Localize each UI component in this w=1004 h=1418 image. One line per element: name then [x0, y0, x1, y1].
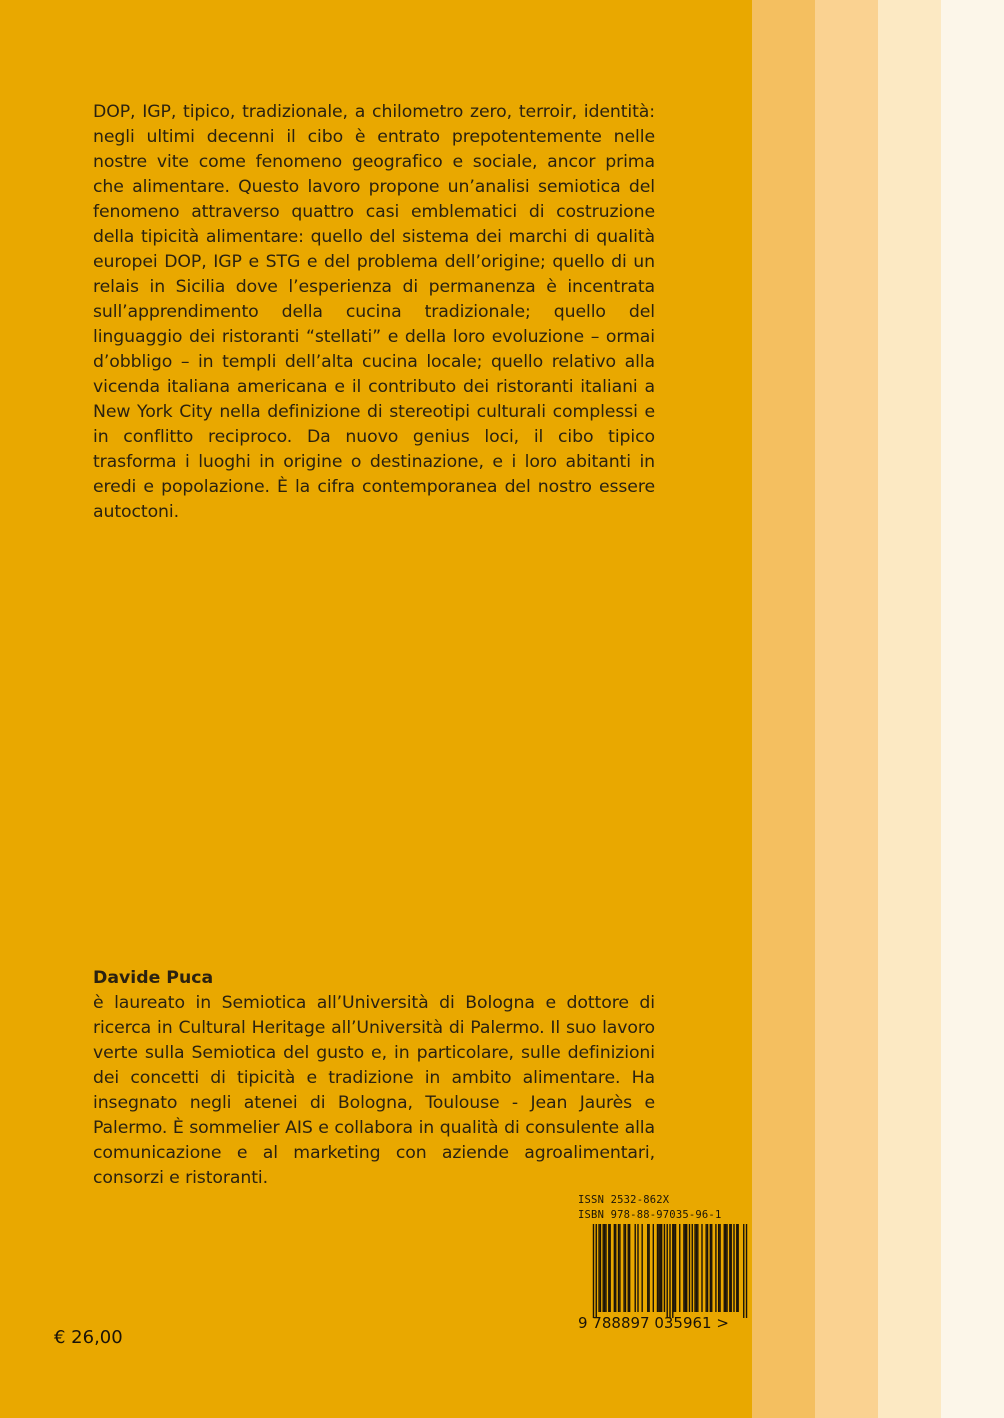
price-label: € 26,00	[54, 1327, 123, 1348]
barcode-bar	[593, 1224, 594, 1318]
barcode-bar	[604, 1224, 605, 1312]
barcode-bar	[729, 1224, 730, 1312]
barcode-bar	[641, 1224, 642, 1312]
barcode-bar	[605, 1224, 606, 1312]
barcode-bar	[664, 1224, 665, 1312]
barcode-bar	[637, 1224, 638, 1312]
barcode-bar	[694, 1224, 695, 1312]
barcode-bar	[653, 1224, 654, 1312]
barcode-bar	[710, 1224, 711, 1312]
barcode-bar	[608, 1224, 609, 1312]
barcode-bar	[718, 1224, 719, 1312]
barcode-bar	[661, 1224, 662, 1312]
barcode-bar	[672, 1224, 673, 1318]
barcode-bar	[667, 1224, 668, 1318]
barcode-bar	[743, 1224, 744, 1318]
barcode-bar	[657, 1224, 658, 1312]
barcode-bar	[683, 1224, 684, 1312]
barcode-bar	[600, 1224, 601, 1312]
barcode-bar	[692, 1224, 693, 1312]
cover-stripe-3	[878, 0, 941, 1418]
barcode-bar	[736, 1224, 737, 1312]
issn-code: ISSN 2532-862X	[578, 1194, 670, 1206]
barcode-bar	[614, 1224, 615, 1312]
barcode-bar	[596, 1224, 597, 1318]
barcode-bar	[609, 1224, 610, 1312]
barcode-bar	[628, 1224, 629, 1312]
barcode-bar	[726, 1224, 727, 1312]
barcode-bar	[623, 1224, 624, 1312]
barcode-bar	[669, 1224, 670, 1318]
barcode-bar	[724, 1224, 725, 1312]
barcode-bar	[715, 1224, 716, 1312]
barcode-bar	[625, 1224, 626, 1312]
barcode-bar	[746, 1224, 747, 1318]
barcode-bar	[635, 1224, 636, 1312]
barcode-bar	[679, 1224, 680, 1312]
barcode-bar	[719, 1224, 720, 1312]
barcode-bar	[615, 1224, 616, 1312]
barcode-bar	[701, 1224, 702, 1312]
cover-stripe-1	[752, 0, 815, 1418]
barcode-bar	[737, 1224, 738, 1312]
barcode-bar	[619, 1224, 620, 1312]
author-block	[93, 966, 655, 1191]
barcode-bar	[689, 1224, 690, 1312]
barcode-bar	[629, 1224, 630, 1312]
barcode-digits: 9 788897 035961 >	[578, 1314, 729, 1332]
barcode-bar	[711, 1224, 712, 1312]
barcode-bar	[686, 1224, 687, 1312]
barcode-bar	[647, 1224, 648, 1312]
barcode-bar	[675, 1224, 676, 1312]
barcode-bar	[731, 1224, 732, 1312]
isbn-barcode	[590, 1224, 750, 1318]
identifier-codes	[578, 1193, 721, 1223]
barcode-bar	[725, 1224, 726, 1312]
barcode-bar	[697, 1224, 698, 1312]
isbn-code: ISBN 978-88-97035-96-1	[578, 1209, 722, 1221]
barcode-bar	[598, 1224, 599, 1312]
barcode-bar	[648, 1224, 649, 1312]
barcode-bar	[658, 1224, 659, 1312]
cover-stripe-2	[815, 0, 878, 1418]
barcode-bar	[673, 1224, 674, 1312]
barcode-bar	[603, 1224, 604, 1312]
author-name: Davide Puca	[93, 968, 214, 988]
barcode-bar	[660, 1224, 661, 1312]
cover-stripe-4	[941, 0, 1004, 1418]
barcode-bar	[707, 1224, 708, 1312]
book-blurb: DOP, IGP, tipico, tradizionale, a chilometro zero, terroir, identità: negli ultimi decenni il cibo è entrato prepotentemente nelle nostre vite come fenomeno geografico e sociale, ancor prima che alimentare. Questo lavoro propone un’analisi semiotica del fenomeno attraverso quattro casi emblematici di costruzione della tipicità alimentare: quello del sistema dei marchi di qualità europei DOP, IGP e STG e del problema dell’origine; quello di un relais in Sicilia dove l’esperienza di permanenza è incentrata sull’apprendimento della cucina tradizionale; quello del linguaggio dei ristoranti “stellati” e della loro evoluzione – ormai d’obbligo – in templi dell’alta cucina locale; quello relativo alla vicenda italiana americana e il contributo dei ristoranti italiani a New York City nella definizione di stereotipi culturali complessi e in conflitto reciproco. Da nuovo genius loci, il cibo tipico trasforma i luoghi in origine o destinazione, e i loro abitanti in eredi e popolazione. È la cifra contemporanea del nostro essere autoctoni.	[93, 102, 655, 522]
author-bio: è laureato in Semiotica all’Università di Bologna e dottore di ricerca in Cultural Heritage all’Università di Palermo. Il suo lavoro verte sulla Semiotica del gusto e, in particolare, sulle definizioni dei concetti di tipicità e tradizione in ambito alimentare. Ha insegnato negli atenei di Bologna, Toulouse - Jean Jaurès e Palermo. È sommelier AIS e collabora in qualità di consulente alla comunicazione e al marketing con aziende agroalimentari, consorzi e ristoranti.	[93, 993, 655, 1188]
barcode-bar	[696, 1224, 697, 1312]
barcode-bar	[685, 1224, 686, 1312]
barcode-bar	[705, 1224, 706, 1312]
barcode-bar	[618, 1224, 619, 1312]
barcode-bar	[733, 1224, 734, 1312]
